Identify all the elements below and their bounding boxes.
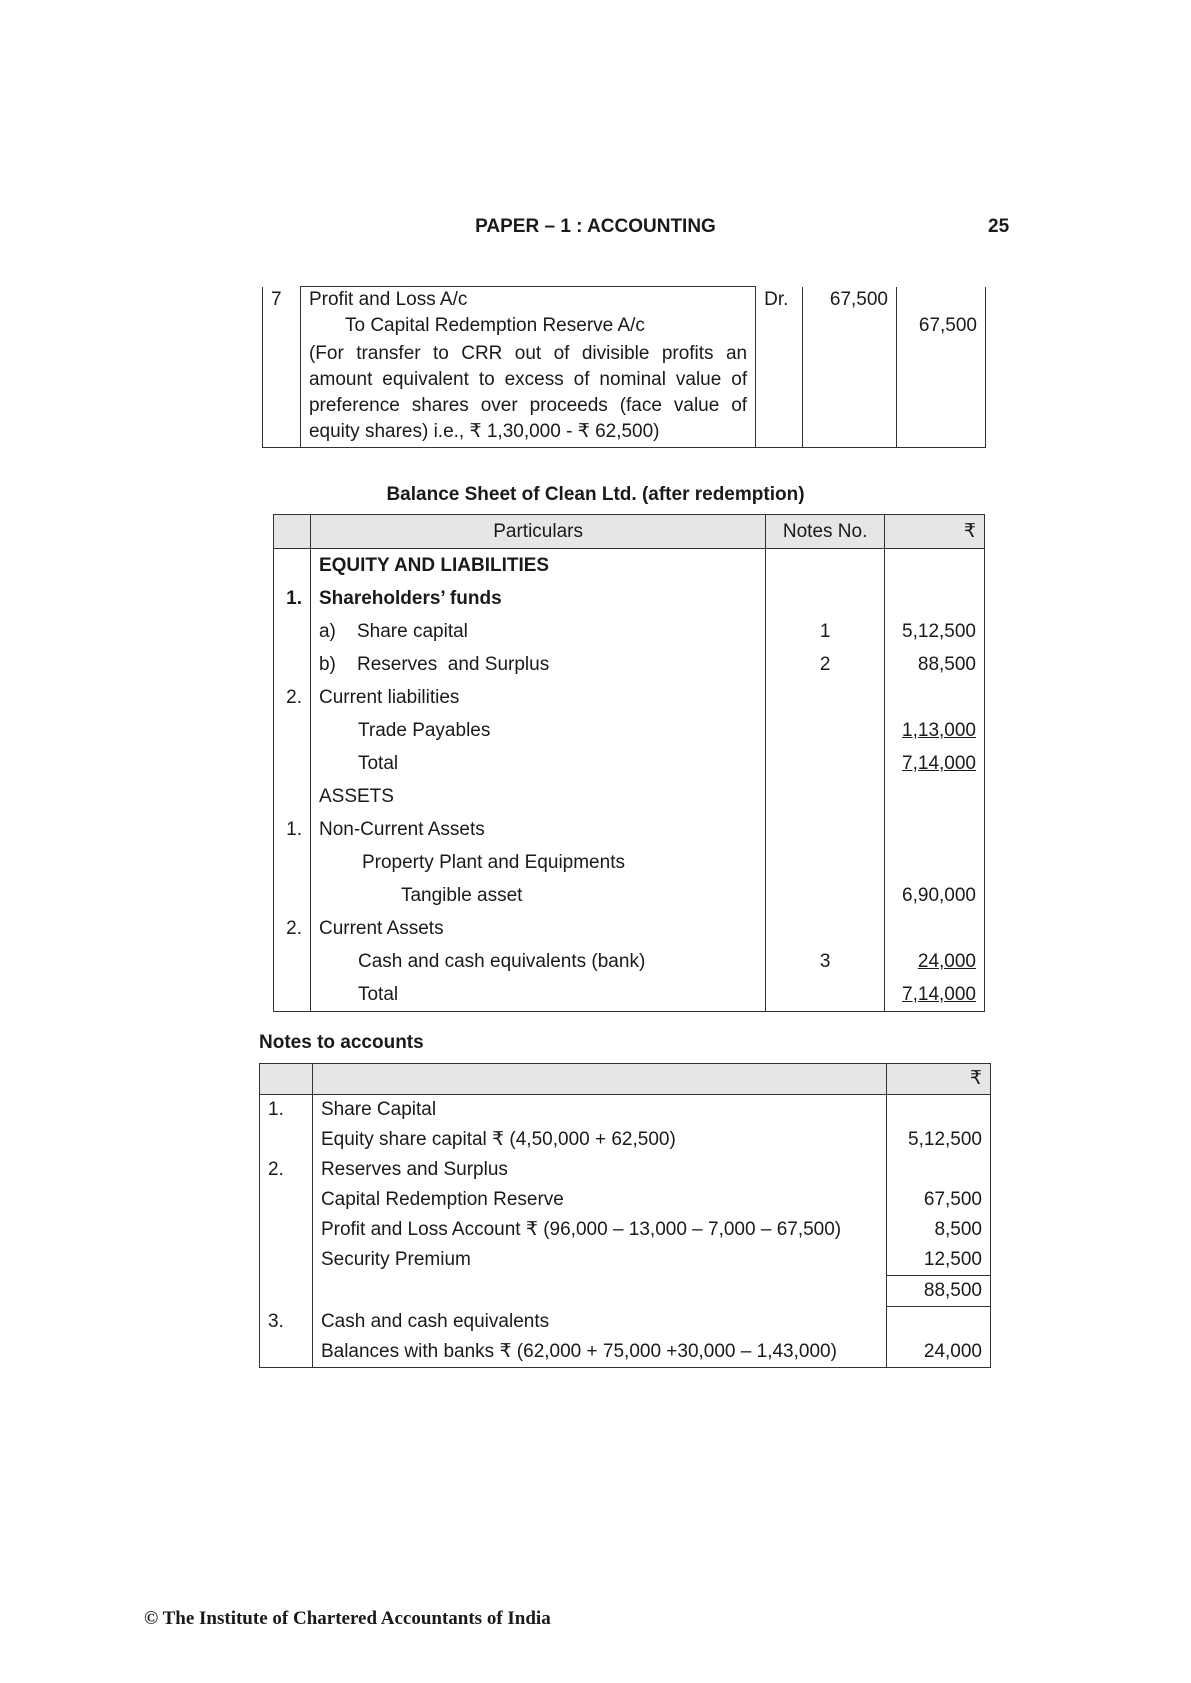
row-note — [766, 549, 885, 583]
row-text: Trade Payables — [310, 714, 765, 747]
table-row — [260, 1276, 991, 1307]
table-row — [260, 1215, 991, 1245]
row-sno — [274, 780, 311, 813]
bs-header-amount: ₹ — [885, 515, 985, 549]
row-amount: 88,500 — [887, 1276, 991, 1307]
row-sno — [260, 1276, 313, 1307]
row-sno: 2. — [274, 912, 311, 945]
row-note — [766, 813, 885, 846]
row-sno — [274, 747, 311, 780]
table-row — [260, 1155, 991, 1185]
row-text: b) Reserves and Surplus — [310, 648, 765, 681]
balance-sheet-table — [273, 514, 985, 1012]
row-sno — [274, 648, 311, 681]
table-row — [260, 1337, 991, 1368]
row-amount: 8,500 — [887, 1215, 991, 1245]
row-sno — [274, 549, 311, 583]
table-row — [260, 1095, 991, 1126]
row-sno: 3. — [260, 1307, 313, 1338]
row-amount: 12,500 — [887, 1245, 991, 1276]
row-text: Non-Current Assets — [310, 813, 765, 846]
bs-header-particulars: Particulars — [310, 515, 765, 549]
table-row — [274, 681, 985, 714]
journal-narration: (For transfer to CRR out of divisible profits an amount equivalent to excess of nominal value of preference shares over proceeds (face value of equity shares) i.e., ₹ 1,30,000 - ₹ 62,500) — [300, 339, 755, 448]
journal-debit-account: Profit and Loss A/c — [300, 287, 755, 314]
row-amount: 7,14,000 — [885, 978, 985, 1012]
row-sno — [274, 714, 311, 747]
row-note — [766, 879, 885, 912]
row-text: Balances with banks ₹ (62,000 + 75,000 +30,000 – 1,43,000) — [312, 1337, 886, 1368]
table-row — [274, 747, 985, 780]
row-sno — [274, 978, 311, 1012]
table-row — [274, 846, 985, 879]
balance-sheet-header-row — [274, 515, 985, 549]
row-sno — [260, 1125, 313, 1155]
table-row — [274, 648, 985, 681]
journal-narration-row — [263, 339, 986, 448]
notes-to-accounts-table — [259, 1063, 991, 1368]
page-number: 25 — [988, 216, 1010, 237]
row-amount: 7,14,000 — [885, 747, 985, 780]
row-amount: 24,000 — [885, 945, 985, 978]
row-note — [766, 714, 885, 747]
row-sno — [274, 846, 311, 879]
row-text: Security Premium — [312, 1245, 886, 1276]
row-text: Property Plant and Equipments — [310, 846, 765, 879]
balance-sheet-title: Balance Sheet of Clean Ltd. (after redemption) — [386, 484, 805, 505]
row-sno: 2. — [260, 1155, 313, 1185]
row-note — [766, 978, 885, 1012]
table-row — [274, 582, 985, 615]
row-note — [766, 846, 885, 879]
row-sno — [274, 945, 311, 978]
row-note: 3 — [766, 945, 885, 978]
table-row — [274, 879, 985, 912]
row-note — [766, 681, 885, 714]
row-sno: 1. — [274, 813, 311, 846]
row-amount — [887, 1307, 991, 1338]
row-text: Profit and Loss Account ₹ (96,000 – 13,000 – 7,000 – 67,500) — [312, 1215, 886, 1245]
row-amount: 1,13,000 — [885, 714, 985, 747]
row-amount — [885, 549, 985, 583]
row-text: Tangible asset — [310, 879, 765, 912]
notes-header-currency: ₹ — [887, 1064, 991, 1095]
row-text: ASSETS — [310, 780, 765, 813]
table-row — [274, 780, 985, 813]
row-amount — [885, 912, 985, 945]
row-note — [766, 912, 885, 945]
row-amount: 6,90,000 — [885, 879, 985, 912]
row-amount — [885, 582, 985, 615]
table-row — [274, 714, 985, 747]
row-sno: 1. — [274, 582, 311, 615]
row-text: Reserves and Surplus — [312, 1155, 886, 1185]
journal-entry-number: 7 — [263, 287, 301, 314]
row-amount — [887, 1095, 991, 1126]
row-sno — [260, 1337, 313, 1368]
table-row — [274, 978, 985, 1012]
table-row — [274, 615, 985, 648]
row-sno — [274, 879, 311, 912]
journal-dr-marker: Dr. — [756, 287, 803, 314]
row-text: Total — [310, 978, 765, 1012]
notes-to-accounts-title: Notes to accounts — [259, 1032, 424, 1053]
row-text: a) Share capital — [310, 615, 765, 648]
row-amount — [887, 1155, 991, 1185]
row-text: Total — [310, 747, 765, 780]
table-row — [274, 549, 985, 583]
row-amount: 88,500 — [885, 648, 985, 681]
row-text: Capital Redemption Reserve — [312, 1185, 886, 1215]
row-text — [312, 1276, 886, 1307]
journal-credit-amount: 67,500 — [897, 313, 986, 339]
page-header-title: PAPER – 1 : ACCOUNTING — [475, 216, 716, 237]
row-amount — [885, 681, 985, 714]
row-text: Cash and cash equivalents — [312, 1307, 886, 1338]
row-text: Cash and cash equivalents (bank) — [310, 945, 765, 978]
journal-debit-amount: 67,500 — [803, 287, 897, 314]
row-sno — [260, 1185, 313, 1215]
row-amount: 67,500 — [887, 1185, 991, 1215]
row-sno: 1. — [260, 1095, 313, 1126]
row-amount: 5,12,500 — [885, 615, 985, 648]
row-sno — [260, 1245, 313, 1276]
table-row — [260, 1307, 991, 1338]
notes-header-row — [260, 1064, 991, 1095]
row-text: Current Assets — [310, 912, 765, 945]
row-note: 2 — [766, 648, 885, 681]
table-row — [260, 1185, 991, 1215]
bs-header-sno — [274, 515, 311, 549]
table-row — [260, 1125, 991, 1155]
table-row — [274, 945, 985, 978]
row-sno: 2. — [274, 681, 311, 714]
table-row — [274, 912, 985, 945]
journal-entry-table — [262, 286, 986, 448]
row-sno — [260, 1215, 313, 1245]
copyright-footer: © The Institute of Chartered Accountants of India — [144, 1608, 551, 1629]
bs-header-notes: Notes No. — [766, 515, 885, 549]
journal-credit-account: To Capital Redemption Reserve A/c — [300, 313, 755, 339]
row-text: Equity share capital ₹ (4,50,000 + 62,500) — [312, 1125, 886, 1155]
row-note: 1 — [766, 615, 885, 648]
row-note — [766, 780, 885, 813]
row-amount — [885, 780, 985, 813]
row-amount: 24,000 — [887, 1337, 991, 1368]
row-amount — [885, 813, 985, 846]
row-text: Share Capital — [312, 1095, 886, 1126]
table-row — [274, 813, 985, 846]
row-text: Current liabilities — [310, 681, 765, 714]
journal-credit-row — [263, 313, 986, 339]
row-text: EQUITY AND LIABILITIES — [310, 549, 765, 583]
row-amount — [885, 846, 985, 879]
row-sno — [274, 615, 311, 648]
table-row — [260, 1245, 991, 1276]
journal-debit-row — [263, 287, 986, 314]
row-note — [766, 747, 885, 780]
row-text: Shareholders’ funds — [310, 582, 765, 615]
row-amount: 5,12,500 — [887, 1125, 991, 1155]
row-note — [766, 582, 885, 615]
